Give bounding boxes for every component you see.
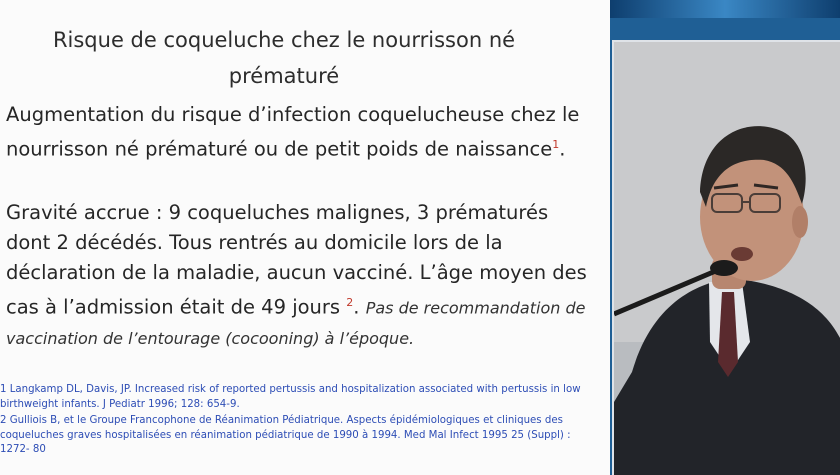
bullet-point-1 bbox=[6, 100, 596, 165]
bullet-2-note: Pas de recommandation de vaccination de l’entourage (cocooning) à l’époque. bbox=[6, 298, 586, 348]
speaker-video bbox=[612, 40, 840, 475]
reference-2: 2 Gulliois B, et le Groupe Francophone de Réanimation Pédiatrique. Aspects épidémiologiques et cliniques des coqueluches graves hospitalisées en réanimation pédiatrique de 1990 à 1994. Med Mal Infect 1995 25 (Suppl) : 1272- 80 bbox=[0, 415, 571, 455]
bullet-2-end: . bbox=[353, 295, 366, 319]
video-frame-top-bar bbox=[610, 0, 840, 18]
reference-marker-1: 1 bbox=[552, 138, 560, 151]
bullet-2-text: Gravité accrue : 9 coqueluches malignes, 3 prématurés dont 2 décédés. Tous rentrés au domicile lors de la déclaration de la maladie, aucun vacciné. L’âge moyen des cas à l’admission était de 49 jours bbox=[6, 201, 587, 319]
bullet-point-2 bbox=[6, 198, 596, 353]
reference-marker-2: 2 bbox=[346, 296, 354, 309]
slide-title: Risque de coqueluche chez le nourrisson né prématuré bbox=[52, 28, 516, 88]
reference-1: 1 Langkamp DL, Davis, JP. Increased risk of reported pertussis and hospitalization associated with pertussis in low birthweight infants. J Pediatr 1996; 128: 654-9. bbox=[0, 384, 581, 410]
speaker-video-panel bbox=[610, 0, 840, 475]
bullet-1-end: . bbox=[559, 137, 566, 161]
speaker-figure bbox=[614, 42, 840, 475]
bullet-1-text: Augmentation du risque d’infection coquelucheuse chez le nourrisson né prématuré ou de petit poids de naissance bbox=[6, 103, 580, 161]
